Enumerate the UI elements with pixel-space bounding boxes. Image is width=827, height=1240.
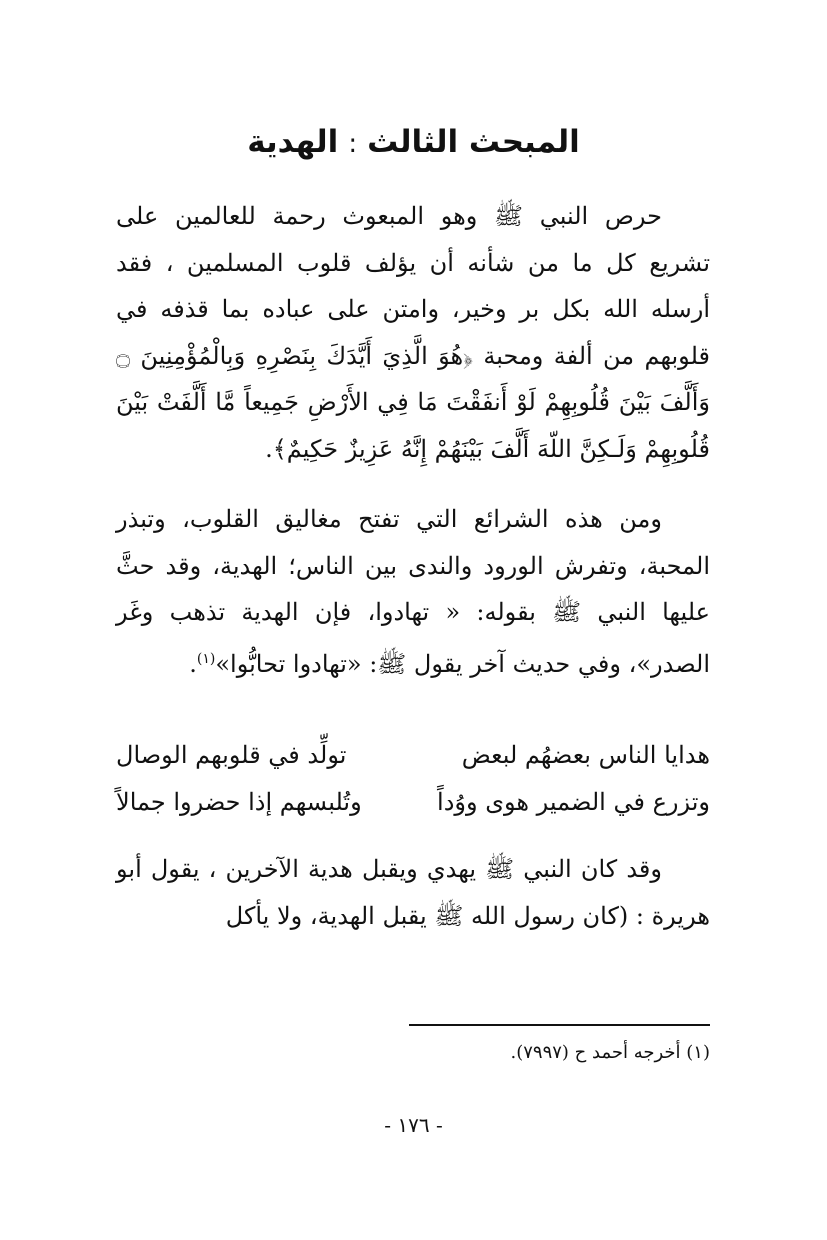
paragraph-gift-end: . xyxy=(189,649,197,678)
poem xyxy=(116,732,710,826)
footnote-divider xyxy=(409,1024,710,1026)
quran-verse: ﴿هُوَ الَّذِيَ أَيَّدَكَ بِنَصْرِهِ وَبِالْمُؤْمِنِينَ ۝ وَأَلَّفَ بَيْنَ قُلُوبِهِمْ لَوْ أَنفَقْتَ مَا فِي الأَرْضِ جَمِيعاً مَّا أَلَّفَتْ بَيْنَ قُلُوبِهِمْ وَلَـكِنَّ اللّهَ أَلَّفَ بَيْنَهُمْ إِنَّهُ عَزِيزٌ حَكِيمٌ﴾ xyxy=(116,341,710,463)
paragraph-prophet-gifts-text: وقد كان النبي ﷺ يهدي ويقبل هدية الآخرين ، يقول أبو هريرة : (كان رسول الله ﷺ يقبل الهدية، ولا يأكل xyxy=(116,855,710,930)
section-heading-separator: : xyxy=(348,129,358,159)
poem-verse xyxy=(116,779,710,826)
paragraph-prophet-gifts xyxy=(116,846,710,939)
poem-hemistich-first: وتزرع في الضمير هوى ووُداً xyxy=(437,788,710,816)
footnote xyxy=(409,1038,710,1068)
poem-hemistich-second: تولِّد في قلوبهم الوصال xyxy=(116,741,347,769)
poem-hemistich-second: وتُلبسهم إذا حضروا جمالاً xyxy=(116,788,362,816)
section-heading xyxy=(0,118,827,168)
paragraph-intro-end: . xyxy=(265,434,273,463)
section-heading-topic: الهدية xyxy=(247,124,339,160)
paragraph-intro xyxy=(116,193,710,472)
footnote-reference: (١) xyxy=(196,650,216,667)
paragraph-gift-text: ومن هذه الشرائع التي تفتح مغاليق القلوب، وتبذر المحبة، وتفرش الورود والندى بين الناس؛ الهدية، وقد حثَّ عليها النبي ﷺ بقوله: « تهادوا، فإن الهدية تذهب وغَر الصدر»، وفي حديث آخر يقول ﷺ: «تهادوا تحابُّوا» xyxy=(116,505,710,678)
paragraph-intro-text: حرص النبي ﷺ وهو المبعوث رحمة للعالمين على تشريع كل ما من شأنه أن يؤلف قلوب المسلمين ، فقد أرسله الله بكل بر وخير، وامتن على عباده بما قذفه في قلوبهم من ألفة ومحبة xyxy=(116,202,710,370)
poem-verse xyxy=(116,732,710,779)
page-number: - ١٧٦ - xyxy=(384,1113,443,1137)
paragraph-gift xyxy=(116,496,710,687)
section-heading-main: المبحث الثالث xyxy=(367,124,580,160)
footnote-text: (١) أخرجه أحمد ح (٧٩٩٧). xyxy=(510,1042,710,1063)
poem-hemistich-first: هدايا الناس بعضهُم لبعض xyxy=(461,741,710,769)
